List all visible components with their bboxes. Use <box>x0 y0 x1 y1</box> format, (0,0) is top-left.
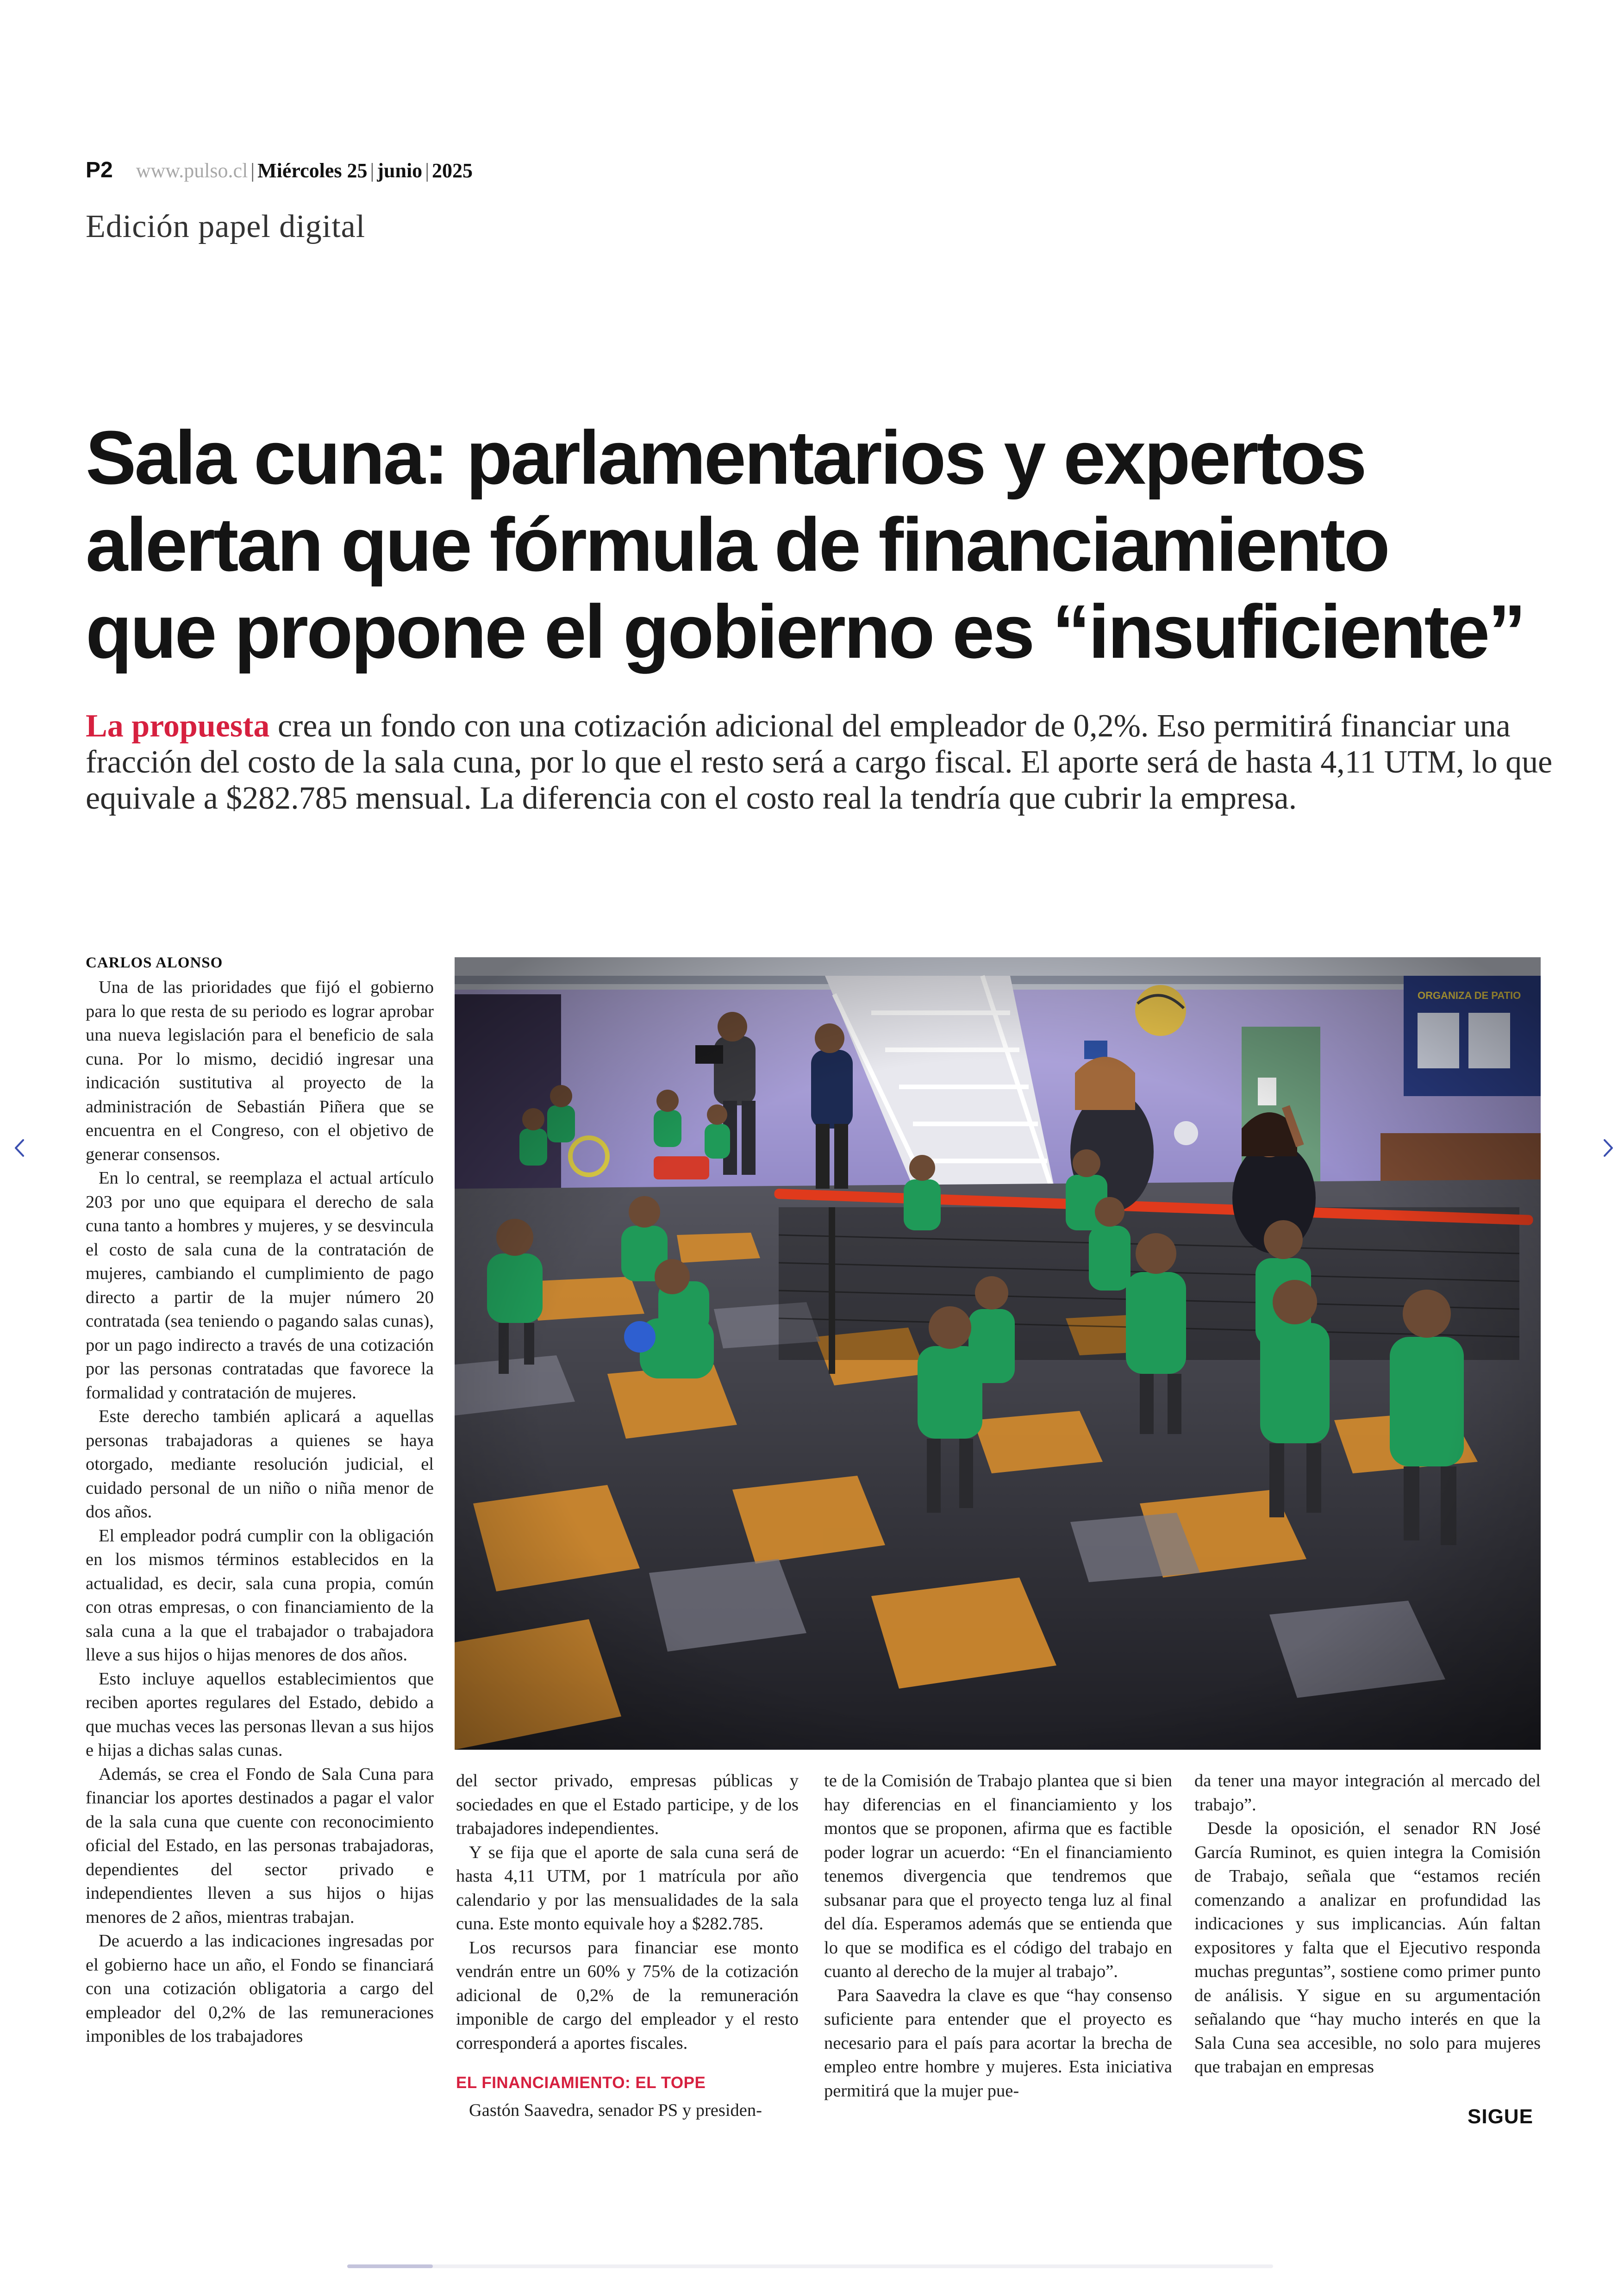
daycare-scene-image <box>455 957 1541 1750</box>
chevron-right-icon <box>1600 1136 1617 1160</box>
paragraph: te de la Comisión de Trabajo plantea que si bien hay diferencias en el financiamiento y los montos que se proponen, afirma que es factible poder lograr un acuerdo: “En el financiamiento tenemos divergencia que tendremos que subsanar para que el proyecto tenga luz al final del día. Esperamos además que se entienda que lo que se modifica es el código del trabajo en cuanto al derecho de la mujer al trabajo”. <box>824 1771 1172 1981</box>
deck-lead: La propuesta <box>86 708 270 744</box>
paragraph: Desde la oposición, el senador RN José García Ruminot, es quien integra la Comisión de Trabajo, señala que “estamos recién comenzando a analizar en profundidad las indicaciones y sus implicancias. Aún faltan expositores y falta que el Ejecutivo responda muchas preguntas”, sostiene como primer punto de análisis. Y sigue en su argumentación señalando que “hay mucho interés en que la Sala Cuna sea accesible, no solo para mujeres que trabajan en empresas <box>1194 1819 1541 2077</box>
deck-text: crea un fondo con una cotización adicional del empleador de 0,2%. Eso permitirá financiar una fracción del costo de la sala cuna, por lo que el resto será a cargo fiscal. El aporte será de hasta 4,11 UTM, lo que equivale a $282.785 mensual. La diferencia con el costo real la tendría que cubrir la empresa. <box>86 708 1553 816</box>
article-column-3 <box>824 1769 1172 2103</box>
date-year: 2025 <box>432 159 473 182</box>
paragraph: Y se fija que el aporte de sala cuna será de hasta 4,11 UTM, por 1 matrícula por año calendario y por las mensualidades de la sala cuna. Este monto equivale hoy a $282.785. <box>456 1842 799 1933</box>
continues-label: SIGUE <box>1468 2105 1533 2128</box>
headline-line: que propone el gobierno es “insuficiente” <box>86 589 1524 674</box>
paragraph: De acuerdo a las indicaciones ingresadas por el gobierno hace un año, el Fondo se financiará con una cotización obligatoria a cargo del empleador del 0,2% de las remuneraciones imponibles de los trabajadores <box>86 1931 434 2046</box>
article-photo <box>455 957 1541 1750</box>
edition-label: Edición papel digital <box>86 209 366 244</box>
next-page-button[interactable] <box>1594 1134 1622 1162</box>
paragraph: del sector privado, empresas públicas y sociedades en que el Estado participe, y de los trabajadores independientes. <box>456 1771 799 1838</box>
date-month: junio <box>377 159 423 182</box>
article-column-2 <box>456 1769 799 2122</box>
paragraph: En lo central, se reemplaza el actual artículo 203 por uno que equipara el derecho de sala cuna tanto a hombres y mujeres, y se desvincula el costo de sala cuna de la contratación de mujeres, cambiando el cumplimiento de pago directo a partir de la mujer número 20 contratada (sea teniendo o pagando salas cunas), por un pago indirecto a través de una cotización por las personas contratadas que favorece la formalidad y contratación de mujeres. <box>86 1168 434 1403</box>
previous-page-button[interactable] <box>6 1134 33 1162</box>
paragraph: Esto incluye aquellos establecimientos que reciben aportes regulares del Estado, debido a que muchas veces las personas llevan a sus hijos e hijas a dichas salas cunas. <box>86 1669 434 1760</box>
paragraph: da tener una mayor integración al mercado del trabajo”. <box>1194 1771 1541 1815</box>
date-weekday: Miércoles 25 <box>257 159 368 182</box>
article-column-1 <box>86 976 434 2049</box>
headline-line: Sala cuna: parlamentarios y expertos <box>86 415 1365 500</box>
byline: CARLOS ALONSO <box>86 954 223 971</box>
separator: | <box>425 159 429 182</box>
site-url[interactable]: www.pulso.cl <box>136 159 248 182</box>
scrollbar-thumb[interactable] <box>347 2264 433 2268</box>
article-headline <box>86 414 1558 675</box>
chevron-left-icon <box>11 1136 28 1160</box>
article-deck <box>86 708 1553 817</box>
paragraph: Los recursos para financiar ese monto vendrán entre un 60% y 75% de la cotización adicional de 0,2% de la remuneración imponible de cargo del empleador y el resto corresponderá a aportes fiscales. <box>456 1938 799 2053</box>
paragraph: Para Saavedra la clave es que “hay consenso suficiente para entender que el proyecto es necesario para el país para acortar la brecha de empleo entre hombre y mujeres. Esta iniciativa permitirá que la mujer pue- <box>824 1985 1172 2101</box>
paragraph: El empleador podrá cumplir con la obligación en los mismos términos establecidos en la actualidad, es decir, sala cuna propia, común con otras empresas, o con financiamiento de la sala cuna a la que el trabajador o trabajadora lleve a sus hijos o hijas menores de dos años. <box>86 1526 434 1665</box>
page-number: P2 <box>86 158 113 182</box>
page-scrollbar[interactable] <box>347 2264 1273 2268</box>
paragraph: Además, se crea el Fondo de Sala Cuna para financiar los aportes destinados a pagar el valor de la sala cuna que cuente con reconocimiento oficial del Estado, en las personas trabajadoras, dependientes del sector privado e independientes lleven a sus hijos o hijas menores de 2 años, mientras trabajan. <box>86 1764 434 1927</box>
paragraph: Este derecho también aplicará a aquellas personas trabajadoras a quienes se haya otorgado, mediante resolución judicial, el cuidado personal de un niño o niña menor de dos años. <box>86 1407 434 1522</box>
article-column-4 <box>1194 1769 1541 2079</box>
separator: | <box>370 159 375 182</box>
page-header <box>86 159 473 181</box>
section-subhead: EL FINANCIAMIENTO: EL TOPE <box>456 2074 706 2092</box>
paragraph: Gastón Saavedra, senador PS y presiden- <box>469 2100 762 2120</box>
separator: | <box>250 159 255 182</box>
paragraph: Una de las prioridades que fijó el gobierno para lo que resta de su periodo es lograr aprobar una nueva legislación para el beneficio de sala cuna. Por lo mismo, decidió ingresar una indicación sustitutiva al proyecto de la administración de Sebastián Piñera que se encuentra en el Congreso, con el objetivo de generar consensos. <box>86 978 434 1164</box>
headline-line: alertan que fórmula de financiamiento <box>86 502 1388 587</box>
